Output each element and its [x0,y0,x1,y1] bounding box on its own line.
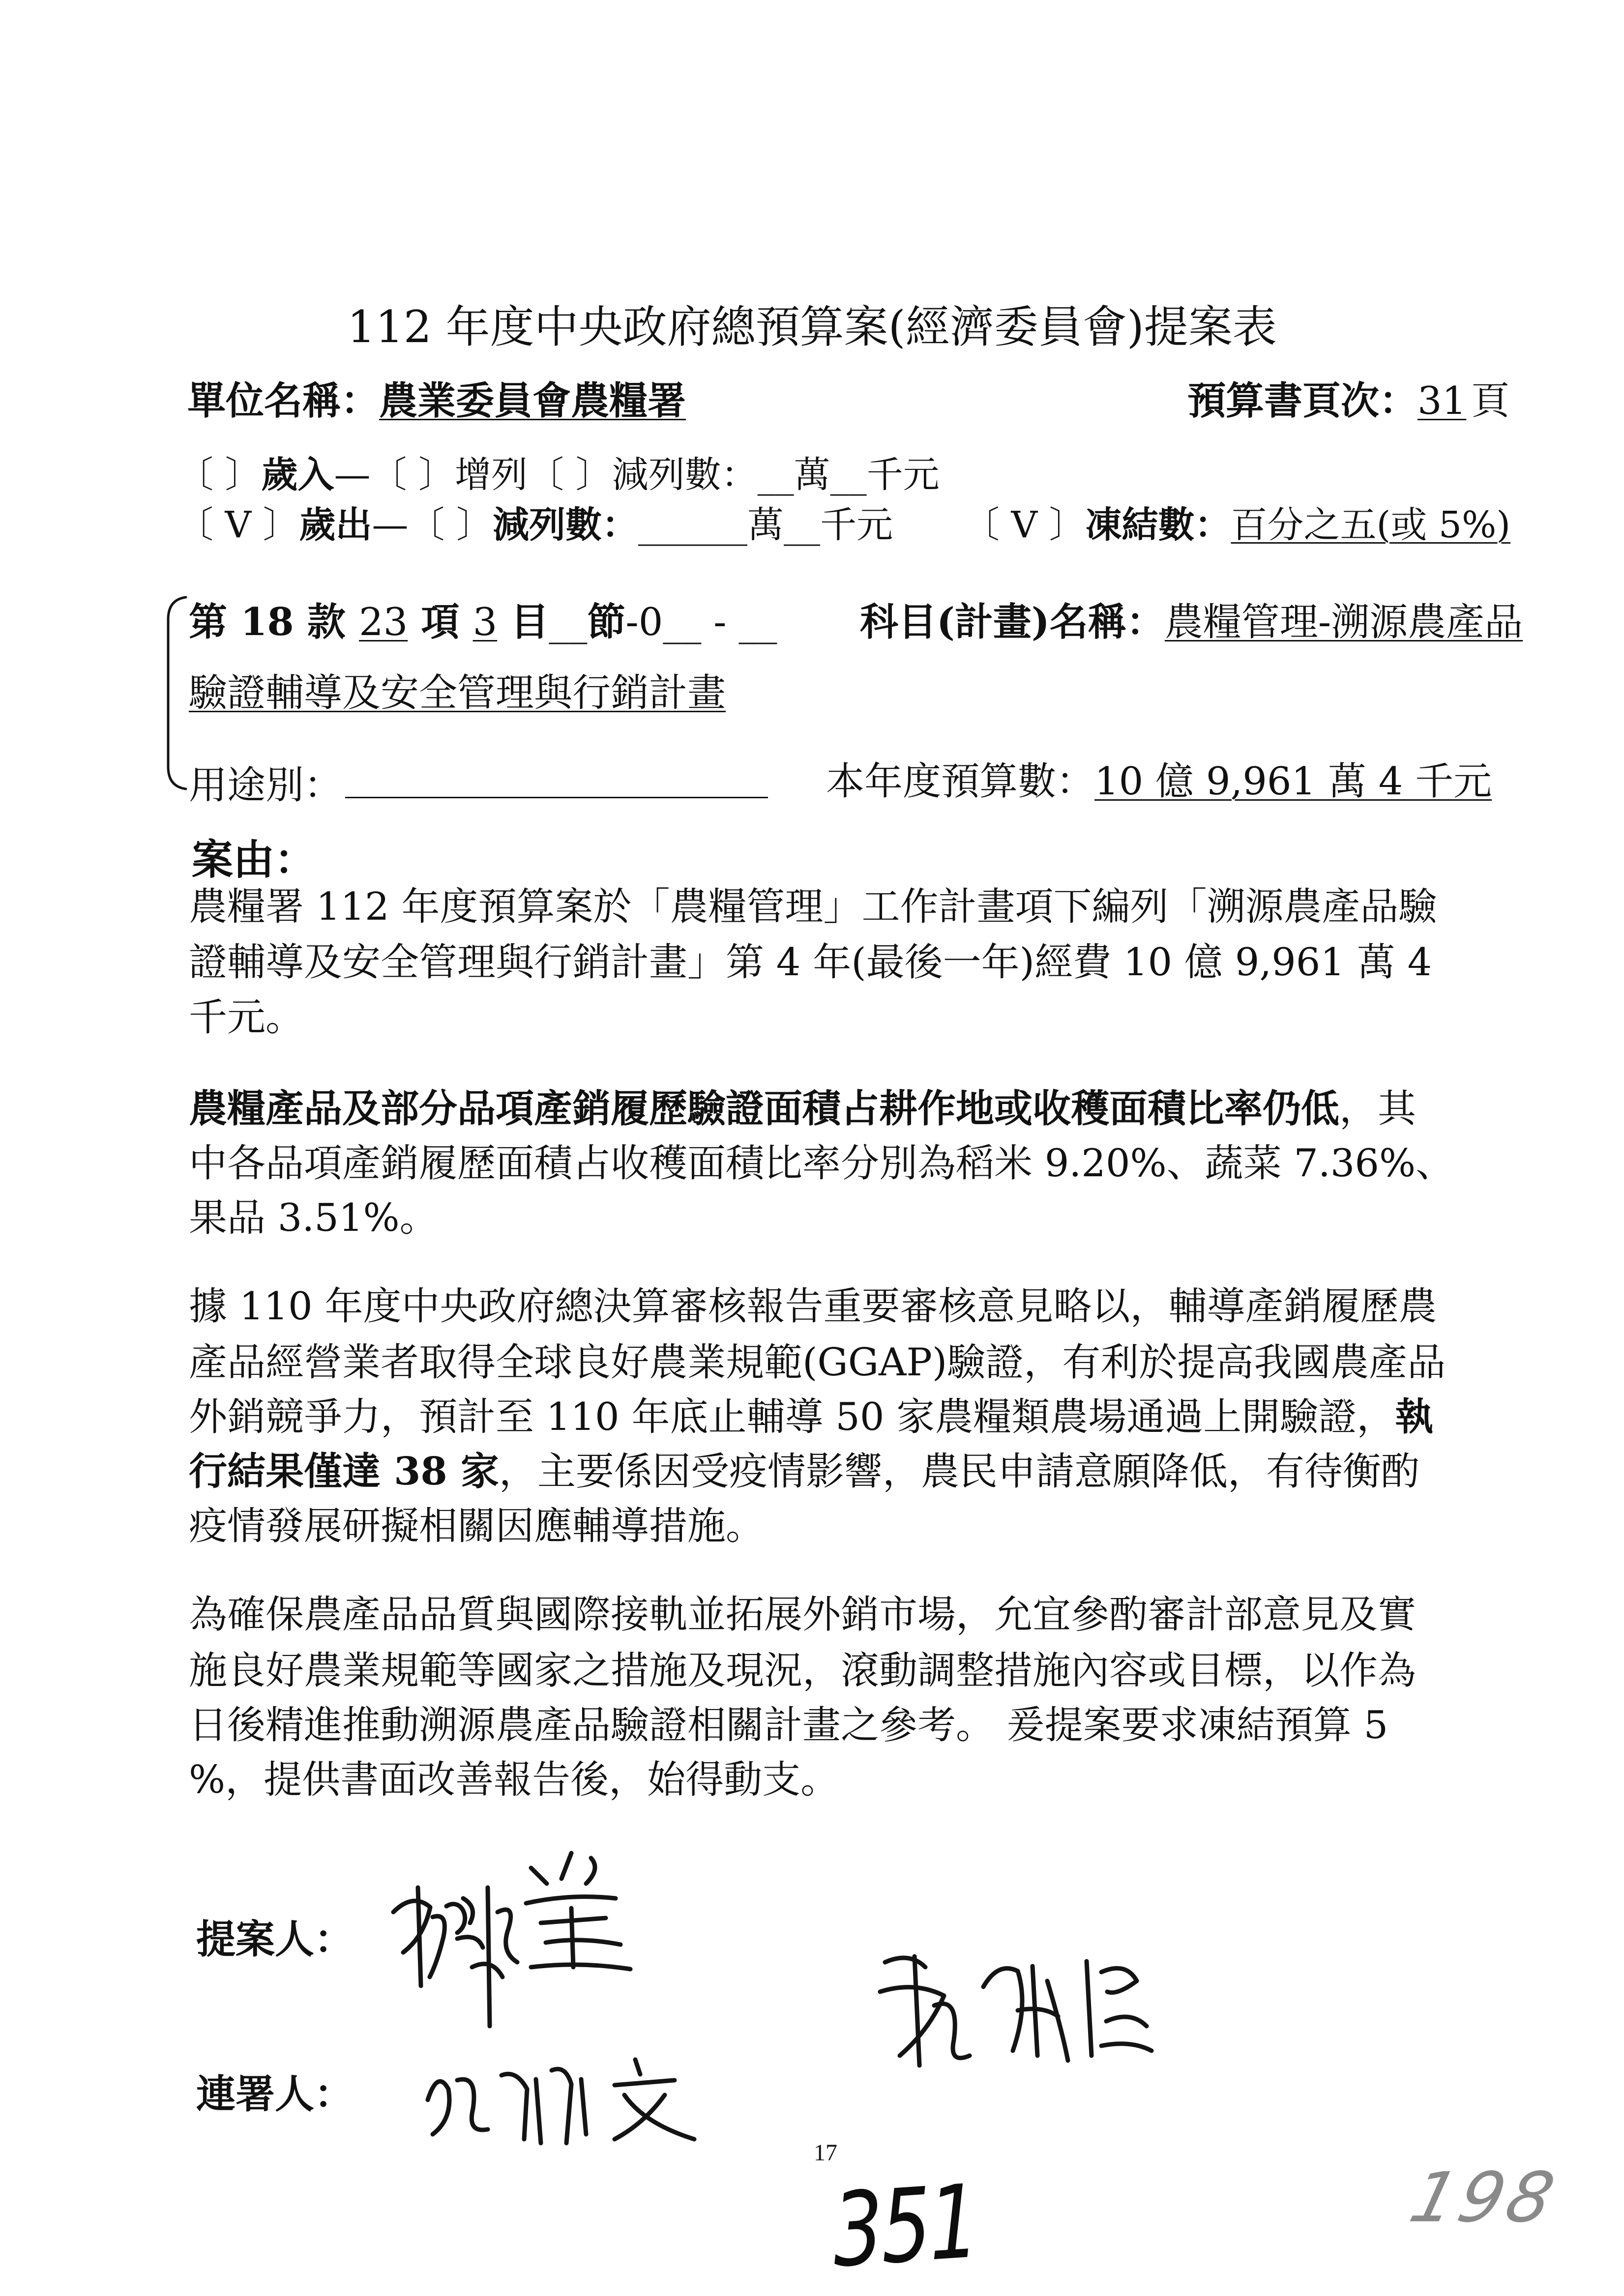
reason-line [189,1086,1417,1131]
reason-line: 施良好農業規範等國家之措施及現況，滾動調整措施內容或目標，以作為 [189,1649,1417,1693]
node-blank: __ [549,600,588,644]
reason-text: 外銷競爭力，預計至 110 年底止輔導 50 家農糧類農場通過上開驗證， [189,1395,1395,1439]
reason-line: 千元。 [189,995,304,1040]
reason-emphasis: 行結果僅達 38 家 [189,1449,499,1494]
node-detail: -0__ - __ [625,600,777,644]
handwritten-corner-number: 198 [1402,2158,1566,2238]
usage-label: 用途別： [189,763,343,808]
subject-name-continuation [189,671,726,715]
freeze-checkbox: 〔 V 〕 [963,504,1086,546]
usage-row [189,762,768,808]
budget-page-ref [1187,378,1510,423]
budget-item-row [189,600,777,644]
reason-line: 中各品項產銷履歷面積占收穫面積比率分別為稻米 9.20%、蔬菜 7.36%、 [189,1141,1454,1186]
unit-name-value: 農業委員會農糧署 [379,378,686,423]
page-number: 17 [814,2140,837,2166]
budget-page-value: 31 [1417,379,1467,423]
reason-line: 農糧署 112 年度預算案於「農糧管理」工作計畫項下編列「溯源農產品驗 [189,885,1437,929]
section-number: 第 18 款 [189,600,359,644]
reason-line: 據 110 年度中央政府總決算審核報告重要審核意見略以，輔導產銷履歷農 [189,1284,1437,1329]
reason-emphasis: 執 [1395,1395,1434,1439]
cosigner-signature [870,1932,1155,2079]
revenue-detail: —〔 〕增列〔 〕減列數：__萬__千元 [334,454,940,496]
budget-amount-label: 本年度預算數： [826,759,1095,804]
proposer-signature [384,1838,639,2040]
unit-name-row [187,378,686,423]
handwritten-page-number: 351 [830,2162,979,2290]
reason-line [189,1449,1419,1494]
reason-text: ，主要係因受疫情影響，農民申請意願降低，有待衡酌 [499,1450,1419,1494]
reason-line: 證輔導及安全管理與行銷計畫」第 4 年(最後一年)經費 10 億 9,961 萬 4 [189,940,1432,985]
revenue-row [177,454,940,496]
subitem-label: 目 [497,600,549,644]
revenue-label: 歲入 [261,454,334,496]
reason-line: 產品經營業者取得全球良好農業規範(GGAP)驗證，有利於提高我國農產品 [189,1340,1446,1385]
node-label: 節 [587,600,626,644]
revenue-checkbox: 〔 〕 [177,454,262,496]
item-number: 23 [359,600,408,644]
cosigner-label: 連署人： [196,2071,354,2117]
proposer-label: 提案人： [196,1916,354,1962]
reason-text: ，其 [1339,1087,1417,1131]
reason-label: 案由： [192,835,316,884]
budget-amount-value: 10 億 9,961 萬 4 千元 [1094,759,1492,804]
expenditure-label: 歲出 [299,504,372,546]
reason-line [189,1395,1434,1439]
expenditure-checkbox: 〔 V 〕 [177,504,299,546]
budget-amount-row [826,759,1492,804]
budget-page-label: 預算書頁次： [1187,378,1418,423]
cosigner-signature-2 [418,2050,703,2148]
subject-name-value-continued: 驗證輔導及安全管理與行銷計畫 [189,671,726,715]
subject-name-row [860,600,1523,644]
unit-name-label: 單位名稱： [187,378,380,423]
subject-name-value: 農糧管理-溯源農產品 [1164,600,1523,644]
usage-blank [345,762,768,798]
reason-line: 為確保農產品品質與國際接軌並拓展外銷市場，允宜參酌審計部意見及實 [189,1593,1417,1637]
reason-line: 日後精進推動溯源農產品驗證相關計畫之參考。 爰提案要求凍結預算 5 [189,1703,1388,1747]
freeze-value: 百分之五(或 5%) [1231,504,1511,546]
subject-name-label: 科目(計畫)名稱： [860,600,1165,644]
freeze-label: 凍結數： [1085,504,1231,546]
reason-line: %，提供書面改善報告後，始得動支。 [189,1758,839,1802]
reason-line: 疫情發展研擬相關因應輔導措施。 [189,1504,765,1548]
reason-line: 果品 3.51%。 [189,1196,438,1240]
expenditure-reduce-value: ______萬__千元 [638,504,893,546]
freeze-row [963,504,1511,546]
reason-emphasis: 農糧產品及部分品項產銷履歷驗證面積占耕作地或收穫面積比率仍低 [189,1086,1340,1131]
expenditure-increase-checkbox: —〔 〕 [372,504,493,546]
expenditure-row [177,504,893,546]
page-title: 112 年度中央政府總預算案(經濟委員會)提案表 [347,301,1277,353]
subitem-number: 3 [472,600,498,644]
expenditure-reduce-label: 減列數： [493,504,639,546]
item-label: 項 [408,600,473,644]
budget-page-suffix: 頁 [1471,379,1510,423]
